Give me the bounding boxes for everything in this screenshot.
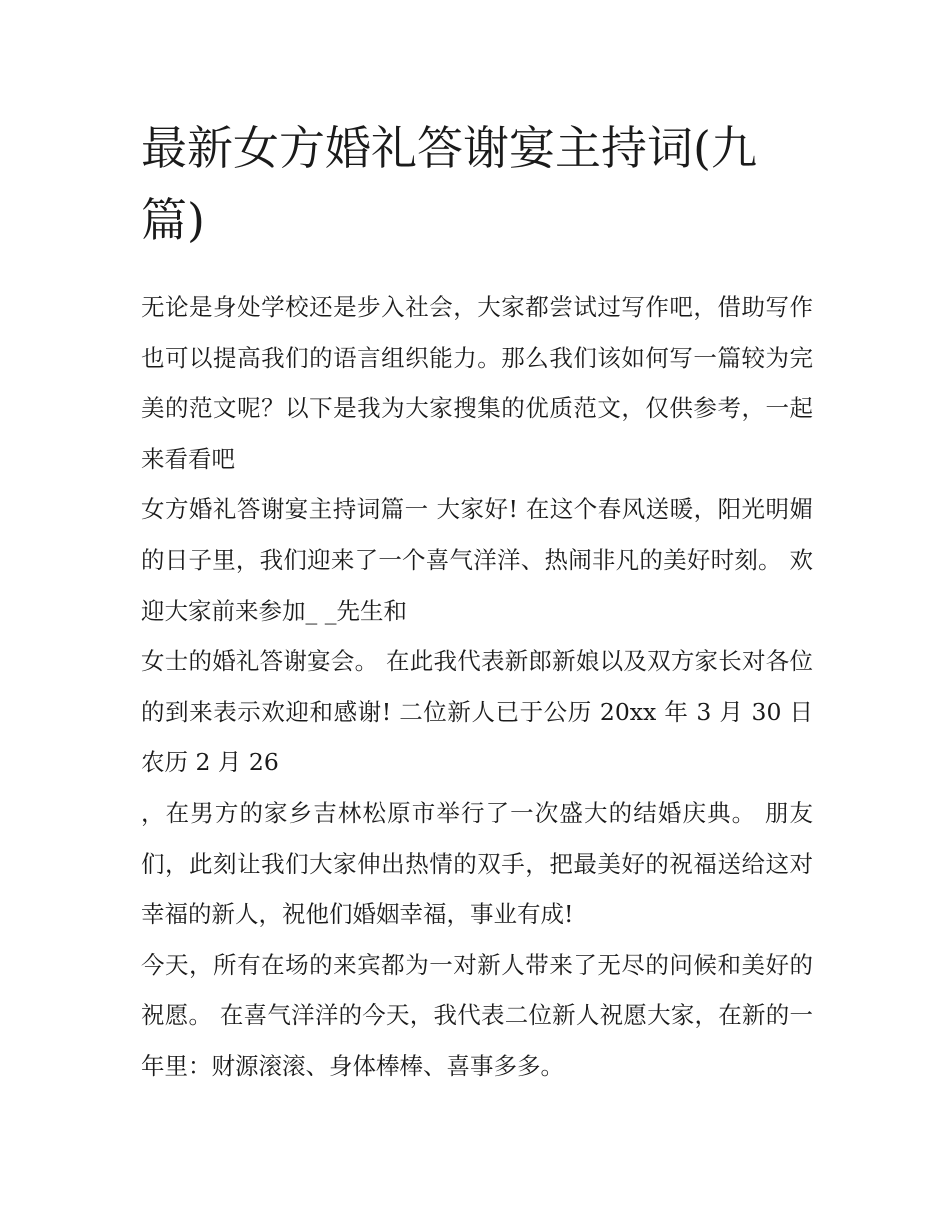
document-title: 最新女方婚礼答谢宴主持词(九篇) xyxy=(141,121,757,247)
paragraph-welcome: 女士的婚礼答谢宴会。 在此我代表新郎新娘以及双方家长对各位的到来表示欢迎和感谢! 二位新人已于公历 20xx 年 3 月 30 日农历 2 月 26 xyxy=(141,647,813,777)
document-page xyxy=(141,112,813,1092)
paragraph-greeting: 女方婚礼答谢宴主持词篇一 大家好! 在这个春风送暖，阳光明媚的日子里，我们迎来了一个喜气洋洋、热闹非凡的美好时刻。 欢迎大家前来参加_ _先生和 xyxy=(141,495,813,625)
paragraph-ceremony: ，在男方的家乡吉林松原市举行了一次盛大的结婚庆典。 朋友们，此刻让我们大家伸出热情的双手，把最美好的祝福送给这对幸福的新人，祝他们婚姻幸福，事业有成! xyxy=(141,798,813,929)
paragraph-wishes: 今天，所有在场的来宾都为一对新人带来了无尽的问候和美好的祝愿。 在喜气洋洋的今天，我代表二位新人祝愿大家，在新的一年里：财源滚滚、身体棒棒、喜事多多。 xyxy=(141,950,813,1080)
paragraph-intro: 无论是身处学校还是步入社会，大家都尝试过写作吧，借助写作也可以提高我们的语言组织能力。那么我们该如何写一篇较为完美的范文呢？以下是我为大家搜集的优质范文，仅供参考，一起来看看吧 xyxy=(141,293,813,473)
